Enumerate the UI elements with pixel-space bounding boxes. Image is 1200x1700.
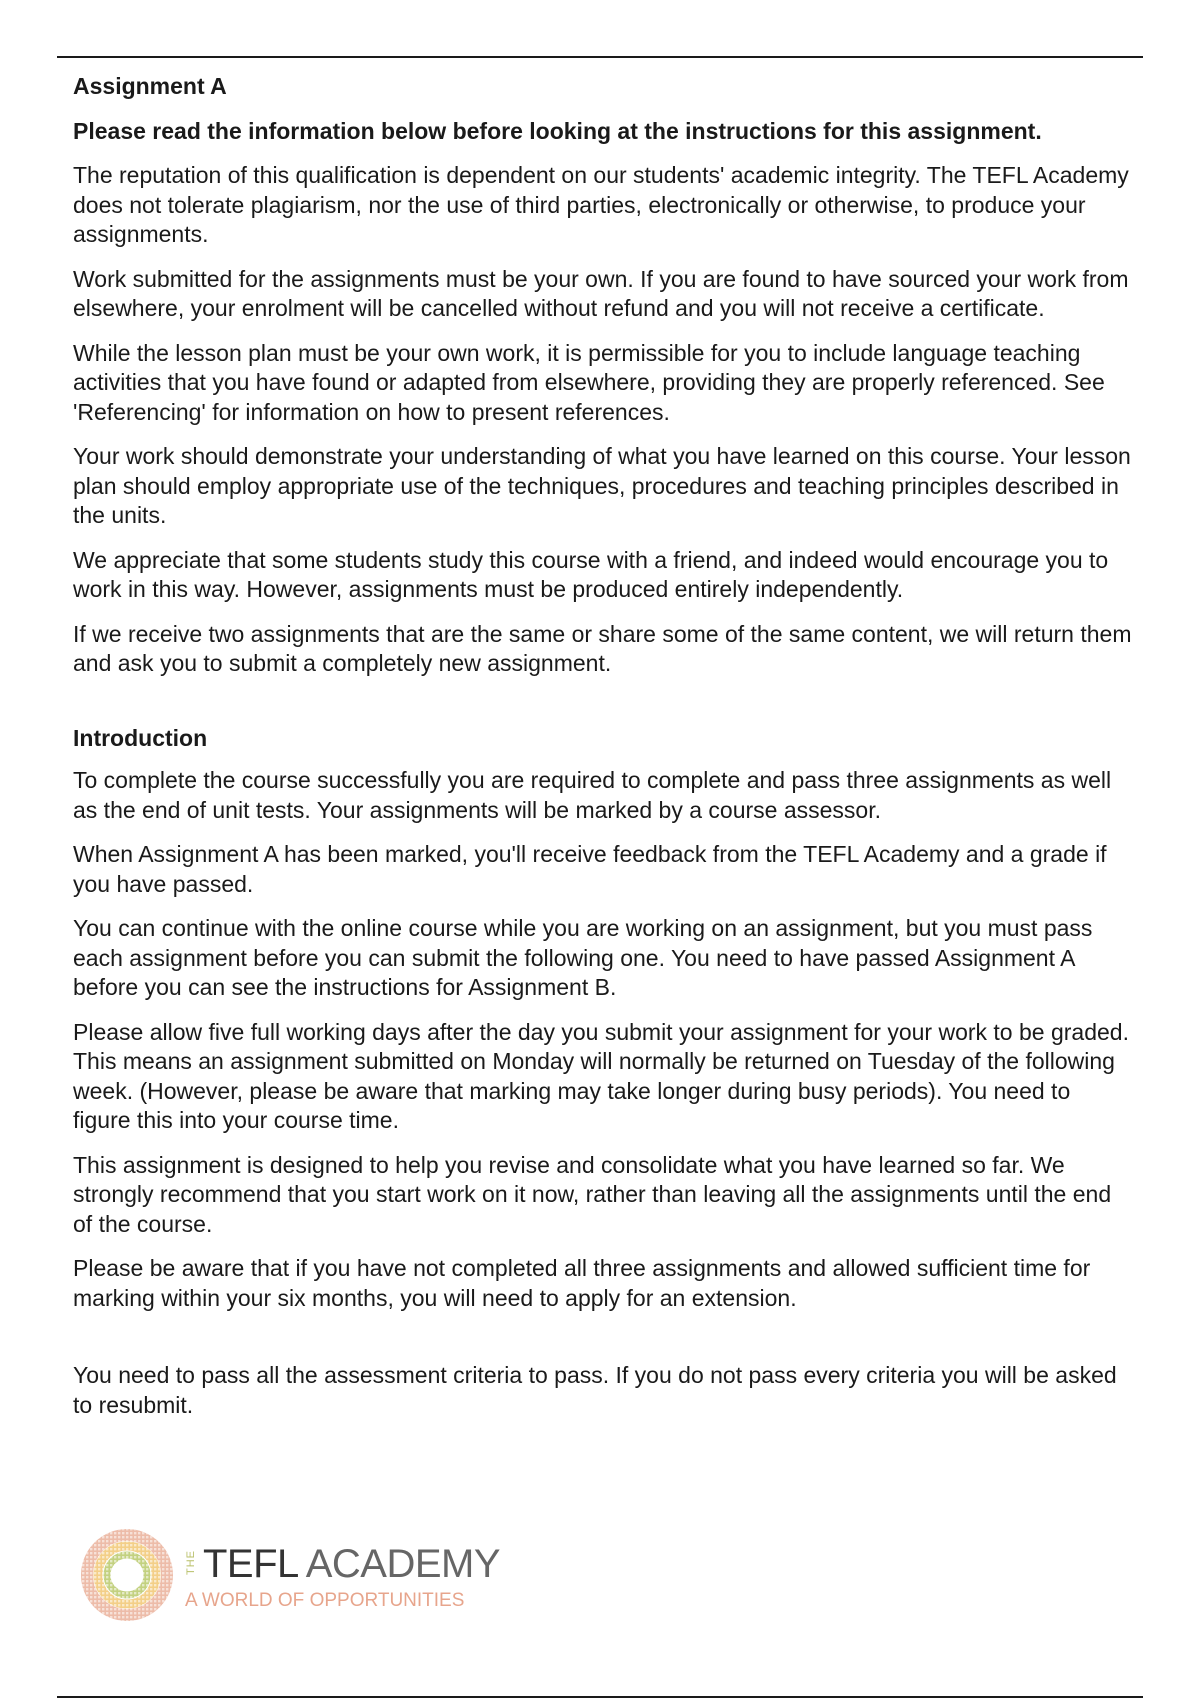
document-title: Assignment A: [73, 73, 227, 99]
introduction-heading: Introduction: [73, 724, 208, 751]
closing-paragraph: You need to pass all the assessment criteria to pass. If you do not pass every criteria you will be asked to resubmit.: [73, 1362, 1117, 1418]
integrity-paragraph: The reputation of this qualification is dependent on our students' academic integrity. The TEFL Academy does not tolerate plagiarism, nor the use of third parties, electronically or otherwise, to produce your assignments.: [73, 162, 1129, 247]
logo-name-tefl: TEFL: [203, 1542, 298, 1586]
introduction-paragraph: Please be aware that if you have not completed all three assignments and allowed sufficient time for marking within your six months, you will need to apply for an extension.: [73, 1255, 1091, 1311]
document-body: [73, 72, 1133, 1435]
introduction-paragraph: You can continue with the online course while you are working on an assignment, but you must pass each assignment before you can submit the following one. You need to have passed Assignment A before you can see the instructions for Assignment B.: [73, 915, 1093, 1000]
introduction-paragraph: When Assignment A has been marked, you'll receive feedback from the TEFL Academy and a grade if you have passed.: [73, 841, 1107, 897]
logo-name: [203, 1542, 500, 1586]
bottom-divider: [57, 1696, 1143, 1698]
notice-text: Please read the information below before looking at the instructions for this assignment.: [73, 117, 1042, 144]
integrity-paragraph: Work submitted for the assignments must be your own. If you are found to have sourced your work from elsewhere, your enrolment will be cancelled without refund and you will not receive a certificate.: [73, 265, 1129, 321]
integrity-paragraph: We appreciate that some students study this course with a friend, and indeed would encourage you to work in this way. However, assignments must be produced entirely independently.: [73, 546, 1109, 602]
logo-tagline: A WORLD OF OPPORTUNITIES: [185, 1590, 465, 1611]
introduction-paragraph: Please allow five full working days after the day you submit your assignment for your work to be graded. This means an assignment submitted on Monday will normally be returned on Tuesday of the following week. (However, please be aware that marking may take longer during busy periods). You need to figure this into your course time.: [73, 1018, 1129, 1133]
globe-ring-icon: [78, 1528, 176, 1623]
integrity-paragraph: Your work should demonstrate your understanding of what you have learned on this course. Your lesson plan should employ appropriate use of the techniques, procedures and teaching principles described in the units.: [73, 443, 1131, 528]
top-divider: [57, 56, 1143, 58]
integrity-paragraph: If we receive two assignments that are the same or share some of the same content, we will return them and ask you to submit a completely new assignment.: [73, 620, 1132, 676]
integrity-paragraph: While the lesson plan must be your own work, it is permissible for you to include language teaching activities that you have found or adapted from elsewhere, providing they are properly referenced. See 'Referencing' for information on how to present references.: [73, 339, 1105, 425]
introduction-paragraph: This assignment is designed to help you revise and consolidate what you have learned so far. We strongly recommend that you start work on it now, rather than leaving all the assignments until the end of the course.: [73, 1151, 1112, 1237]
introduction-paragraph: To complete the course successfully you are required to complete and pass three assignments as well as the end of unit tests. Your assignments will be marked by a course assessor.: [73, 767, 1112, 823]
logo-the-text: THE: [185, 1550, 197, 1575]
logo-name-academy: ACADEMY: [297, 1542, 501, 1586]
tefl-academy-logo: [78, 1528, 501, 1623]
